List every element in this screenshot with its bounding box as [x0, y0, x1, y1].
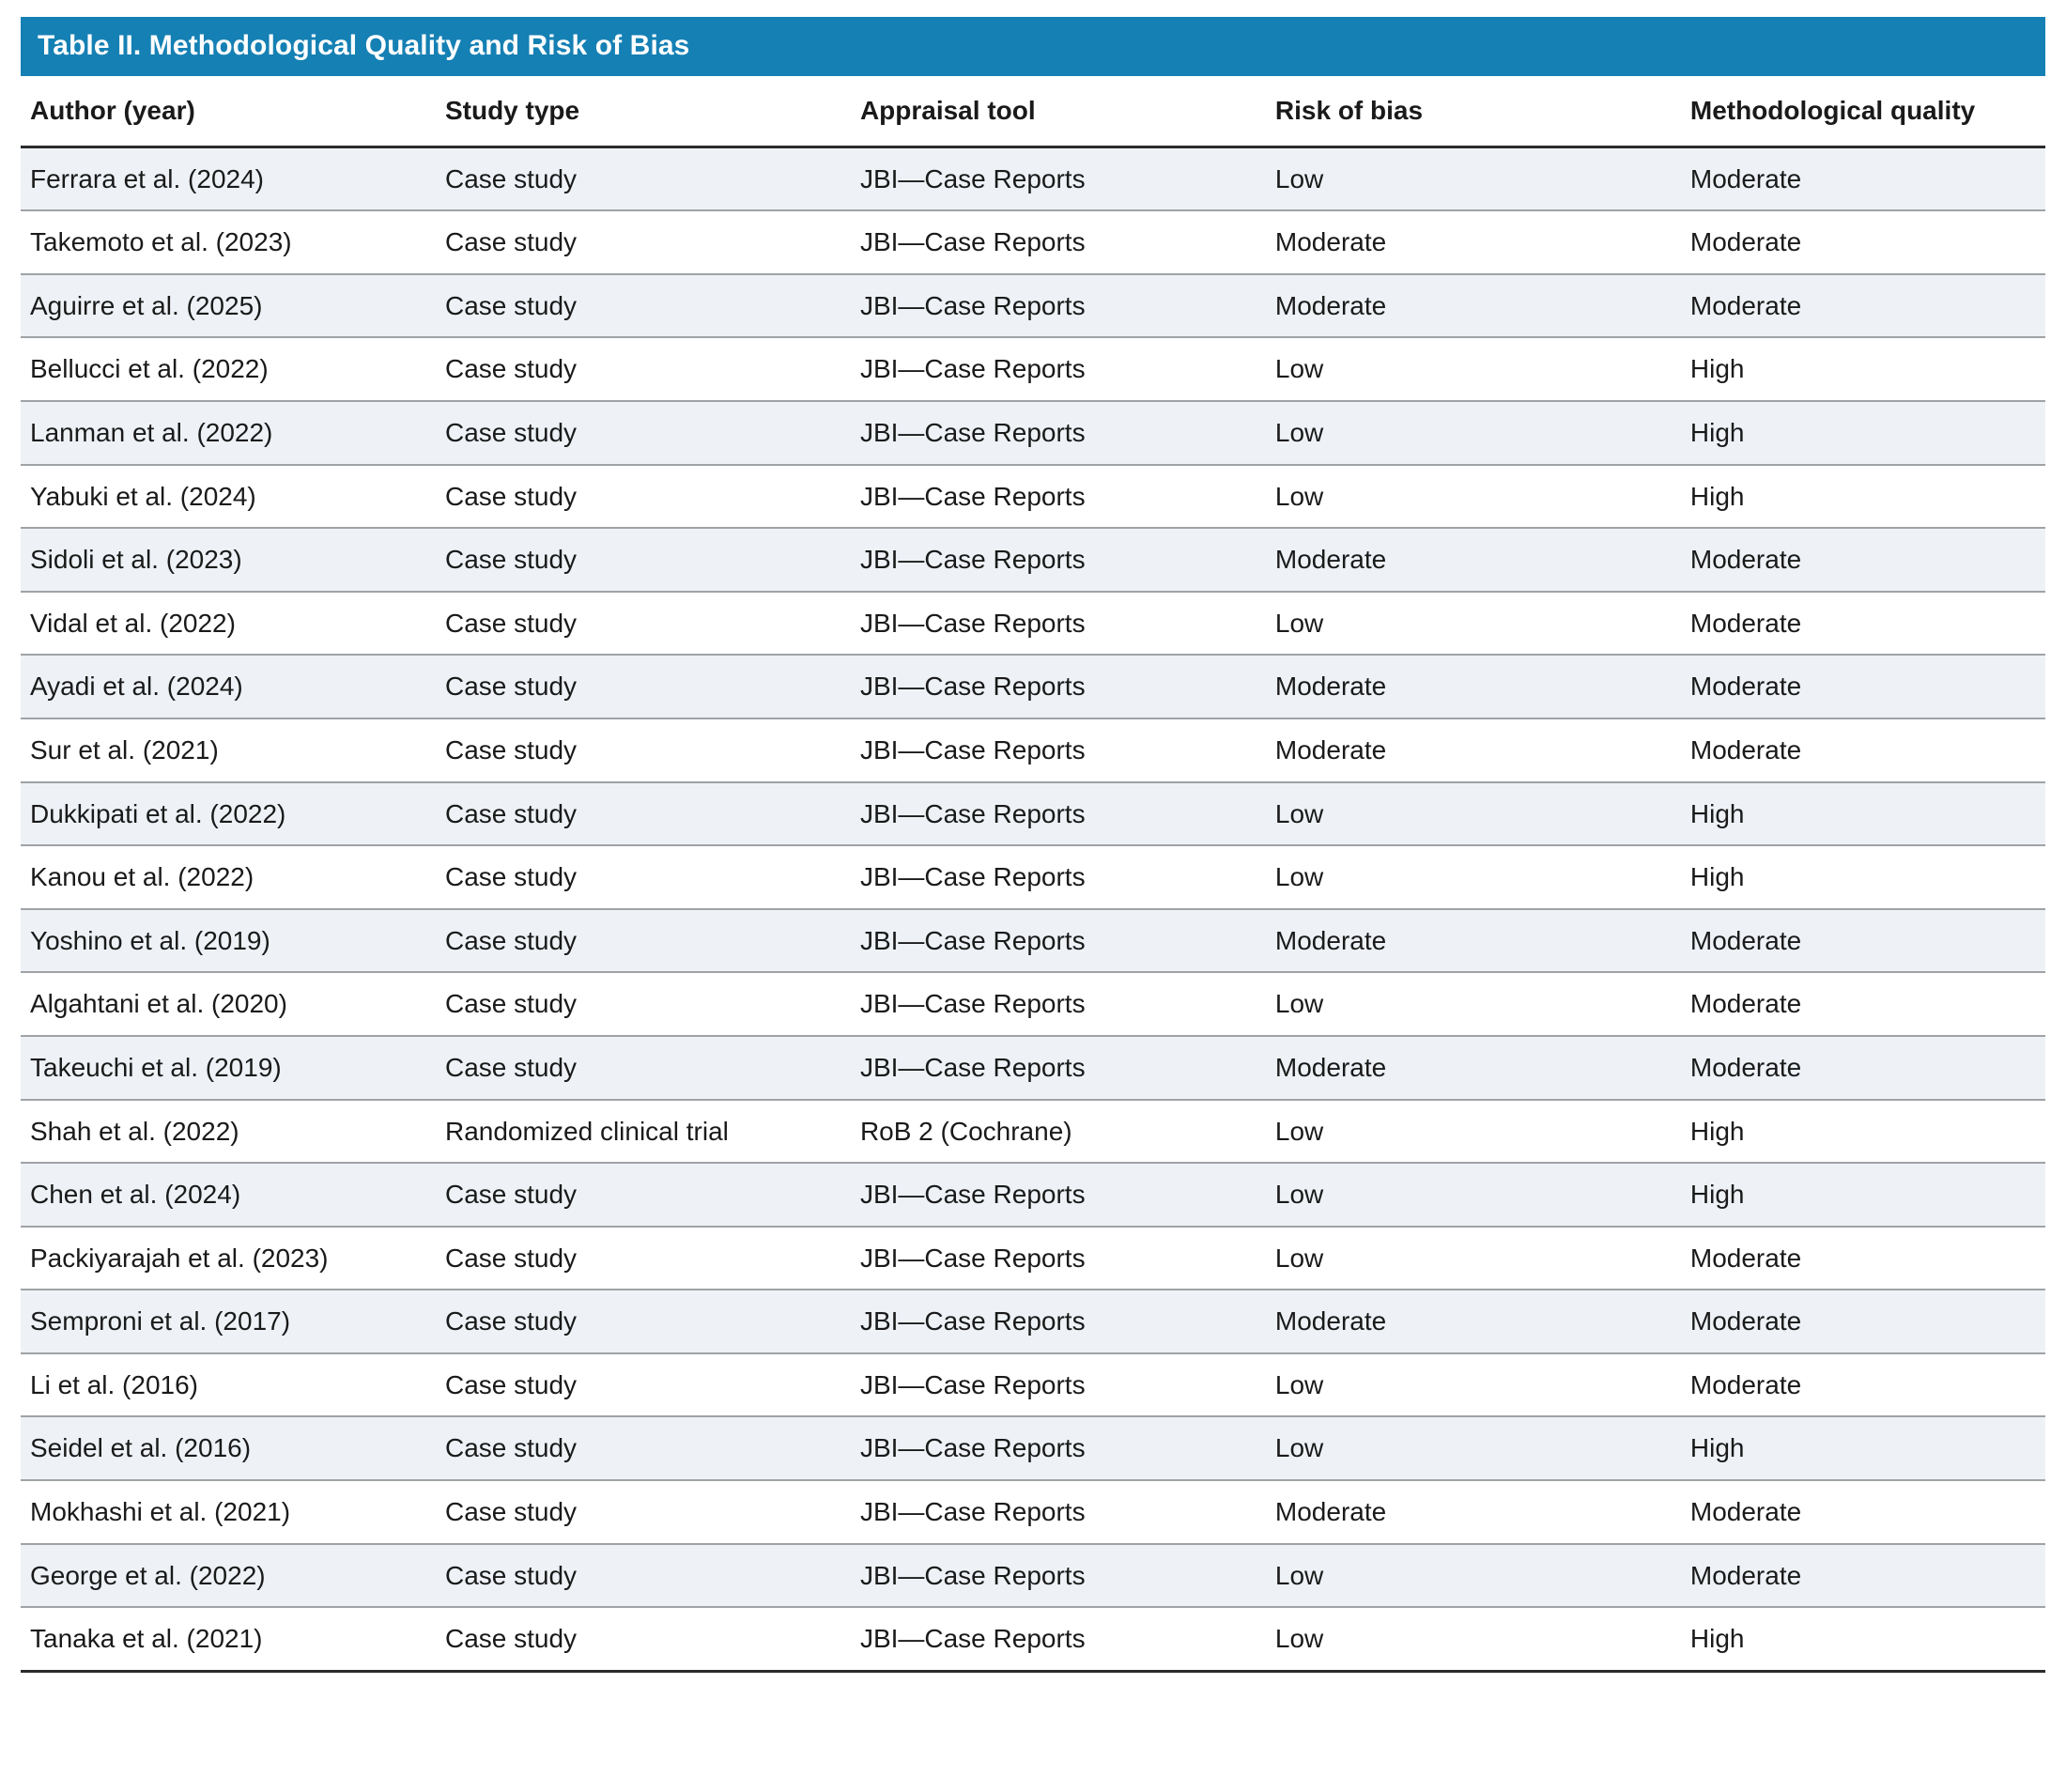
- table-cell: Case study: [444, 1306, 578, 1336]
- table-cell: Case study: [444, 545, 578, 575]
- table-cell: High: [1689, 862, 1745, 892]
- table-cell: RoB 2 (Cochrane): [859, 1116, 1072, 1146]
- table-cell: Semproni et al. (2017): [30, 1306, 291, 1336]
- table-cell: Moderate: [1689, 1560, 1802, 1590]
- table-cell: JBI—Case Reports: [859, 1433, 1086, 1463]
- table-cell: JBI—Case Reports: [859, 545, 1086, 575]
- table-cell: JBI—Case Reports: [859, 798, 1086, 828]
- table-cell: Low: [1274, 798, 1324, 828]
- table-cell: Case study: [444, 672, 578, 702]
- table-cell: Case study: [444, 1369, 578, 1399]
- table-cell: Ferrara et al. (2024): [30, 163, 264, 193]
- table-cell: Yoshino et al. (2019): [30, 925, 270, 955]
- table-row: [21, 1416, 2045, 1480]
- table-cell: Case study: [444, 608, 578, 638]
- table-row: [21, 655, 2045, 718]
- table-cell: Low: [1274, 1433, 1324, 1463]
- table-cell: Lanman et al. (2022): [30, 417, 273, 447]
- table-row: [21, 1480, 2045, 1544]
- table-cell: Low: [1274, 481, 1324, 511]
- table-cell: Moderate: [1689, 925, 1802, 955]
- table-cell: Low: [1274, 862, 1324, 892]
- table-row: [21, 845, 2045, 909]
- table-cell: Case study: [444, 1243, 578, 1273]
- table-cell: JBI—Case Reports: [859, 481, 1086, 511]
- table-cell: JBI—Case Reports: [859, 989, 1086, 1019]
- table-row: [21, 1163, 2045, 1227]
- table-cell: JBI—Case Reports: [859, 734, 1086, 765]
- table-row: [21, 718, 2045, 782]
- column-header-author: Author (year): [21, 76, 436, 147]
- table-cell: Case study: [444, 354, 578, 384]
- table-cell: JBI—Case Reports: [859, 1624, 1086, 1654]
- table-cell: Low: [1274, 1180, 1324, 1210]
- table-cell: Kanou et al. (2022): [30, 862, 254, 892]
- table-cell: JBI—Case Reports: [859, 1180, 1086, 1210]
- column-header-study-type: Study type: [436, 76, 851, 147]
- table-row: [21, 401, 2045, 465]
- table-cell: Moderate: [1689, 608, 1802, 638]
- table-cell: Low: [1274, 989, 1324, 1019]
- table-cell: George et al. (2022): [30, 1560, 266, 1590]
- table-cell: Moderate: [1689, 1369, 1802, 1399]
- table-cell: Tanaka et al. (2021): [30, 1624, 263, 1654]
- column-header-appraisal-tool: Appraisal tool: [851, 76, 1266, 147]
- table-cell: JBI—Case Reports: [859, 1243, 1086, 1273]
- table-cell: Moderate: [1689, 1306, 1802, 1336]
- table-row: [21, 528, 2045, 592]
- table-cell: High: [1689, 417, 1745, 447]
- table-cell: Dukkipati et al. (2022): [30, 798, 286, 828]
- table-cell: Sur et al. (2021): [30, 734, 219, 765]
- table-cell: Packiyarajah et al. (2023): [30, 1243, 329, 1273]
- table-cell: Bellucci et al. (2022): [30, 354, 269, 384]
- table-cell: JBI—Case Reports: [859, 1052, 1086, 1082]
- table-cell: Moderate: [1689, 545, 1802, 575]
- table-cell: High: [1689, 798, 1745, 828]
- table-cell: Case study: [444, 989, 578, 1019]
- table-cell: Yabuki et al. (2024): [30, 481, 256, 511]
- table-cell: JBI—Case Reports: [859, 1369, 1086, 1399]
- table-cell: Vidal et al. (2022): [30, 608, 236, 638]
- table-body: [21, 147, 2045, 1671]
- table-row: [21, 909, 2045, 973]
- table-cell: Moderate: [1689, 1243, 1802, 1273]
- table-cell: Shah et al. (2022): [30, 1116, 239, 1146]
- table-cell: Low: [1274, 608, 1324, 638]
- table-cell: Moderate: [1274, 1306, 1387, 1336]
- table-cell: Moderate: [1274, 1497, 1387, 1527]
- table-row: [21, 1100, 2045, 1164]
- table-cell: Chen et al. (2024): [30, 1180, 241, 1210]
- table-cell: Case study: [444, 1624, 578, 1654]
- table-cell: Ayadi et al. (2024): [30, 672, 243, 702]
- table-cell: High: [1689, 1180, 1745, 1210]
- table-row: [21, 1227, 2045, 1290]
- table-cell: Case study: [444, 1560, 578, 1590]
- table-header-row: [21, 76, 2045, 147]
- table-cell: Case study: [444, 1497, 578, 1527]
- table-cell: Li et al. (2016): [30, 1369, 198, 1399]
- table-row: [21, 147, 2045, 210]
- table-cell: Moderate: [1274, 672, 1387, 702]
- table-cell: JBI—Case Reports: [859, 1497, 1086, 1527]
- table-cell: Randomized clinical trial: [444, 1116, 729, 1146]
- table-row: [21, 1544, 2045, 1608]
- table-header: [21, 76, 2045, 147]
- table-cell: Moderate: [1689, 989, 1802, 1019]
- table-cell: Moderate: [1689, 672, 1802, 702]
- table-row: [21, 1290, 2045, 1353]
- table-cell: Case study: [444, 227, 578, 257]
- table-cell: Moderate: [1689, 1052, 1802, 1082]
- table-cell: Aguirre et al. (2025): [30, 290, 263, 320]
- table-cell: JBI—Case Reports: [859, 1306, 1086, 1336]
- table-cell: Sidoli et al. (2023): [30, 545, 242, 575]
- column-header-risk-of-bias: Risk of bias: [1266, 76, 1681, 147]
- table-cell: Low: [1274, 1369, 1324, 1399]
- table-cell: JBI—Case Reports: [859, 672, 1086, 702]
- table-cell: Moderate: [1689, 227, 1802, 257]
- table-cell: Moderate: [1274, 925, 1387, 955]
- table-cell: High: [1689, 481, 1745, 511]
- table-row: [21, 1353, 2045, 1417]
- table-cell: Seidel et al. (2016): [30, 1433, 252, 1463]
- table-cell: JBI—Case Reports: [859, 925, 1086, 955]
- table-caption: Table II. Methodological Quality and Risk of Bias: [21, 17, 2045, 76]
- table-row: [21, 782, 2045, 846]
- table-row: [21, 1036, 2045, 1100]
- table-cell: Case study: [444, 1433, 578, 1463]
- table-cell: Moderate: [1689, 163, 1802, 193]
- table-cell: Low: [1274, 1560, 1324, 1590]
- table-cell: JBI—Case Reports: [859, 417, 1086, 447]
- table-cell: Case study: [444, 417, 578, 447]
- table-cell: JBI—Case Reports: [859, 354, 1086, 384]
- table-row: [21, 210, 2045, 274]
- table-cell: High: [1689, 1624, 1745, 1654]
- column-header-methodological-quality: Methodological quality: [1681, 76, 2045, 147]
- table-cell: Low: [1274, 1116, 1324, 1146]
- table-row: [21, 972, 2045, 1036]
- table-row: [21, 465, 2045, 529]
- table-cell: JBI—Case Reports: [859, 290, 1086, 320]
- table-cell: Low: [1274, 417, 1324, 447]
- table-cell: Takemoto et al. (2023): [30, 227, 292, 257]
- table-cell: Moderate: [1274, 734, 1387, 765]
- table-cell: Low: [1274, 163, 1324, 193]
- table-cell: High: [1689, 1116, 1745, 1146]
- table-cell: Moderate: [1274, 1052, 1387, 1082]
- table-cell: Moderate: [1689, 290, 1802, 320]
- table-row: [21, 337, 2045, 401]
- table-cell: Low: [1274, 354, 1324, 384]
- table-cell: Case study: [444, 1052, 578, 1082]
- table-cell: JBI—Case Reports: [859, 163, 1086, 193]
- table-cell: Case study: [444, 862, 578, 892]
- table-cell: Moderate: [1689, 734, 1802, 765]
- table-cell: Moderate: [1274, 290, 1387, 320]
- table-cell: Low: [1274, 1624, 1324, 1654]
- table-cell: Case study: [444, 163, 578, 193]
- table-cell: High: [1689, 1433, 1745, 1463]
- table-cell: JBI—Case Reports: [859, 608, 1086, 638]
- table-cell: Case study: [444, 798, 578, 828]
- table-cell: Algahtani et al. (2020): [30, 989, 287, 1019]
- table-cell: High: [1689, 354, 1745, 384]
- methodological-quality-table: [21, 76, 2045, 1673]
- table-cell: Case study: [444, 925, 578, 955]
- table-cell: JBI—Case Reports: [859, 227, 1086, 257]
- table-row: [21, 1607, 2045, 1671]
- table-cell: JBI—Case Reports: [859, 862, 1086, 892]
- table-cell: Case study: [444, 481, 578, 511]
- table-cell: Moderate: [1689, 1497, 1802, 1527]
- table-row: [21, 274, 2045, 338]
- table-cell: Moderate: [1274, 545, 1387, 575]
- table-cell: Case study: [444, 1180, 578, 1210]
- table-row: [21, 592, 2045, 656]
- table-cell: Moderate: [1274, 227, 1387, 257]
- table-cell: Low: [1274, 1243, 1324, 1273]
- table-cell: JBI—Case Reports: [859, 1560, 1086, 1590]
- table-cell: Mokhashi et al. (2021): [30, 1497, 291, 1527]
- table-cell: Case study: [444, 290, 578, 320]
- table-cell: Case study: [444, 734, 578, 765]
- table-cell: Takeuchi et al. (2019): [30, 1052, 282, 1082]
